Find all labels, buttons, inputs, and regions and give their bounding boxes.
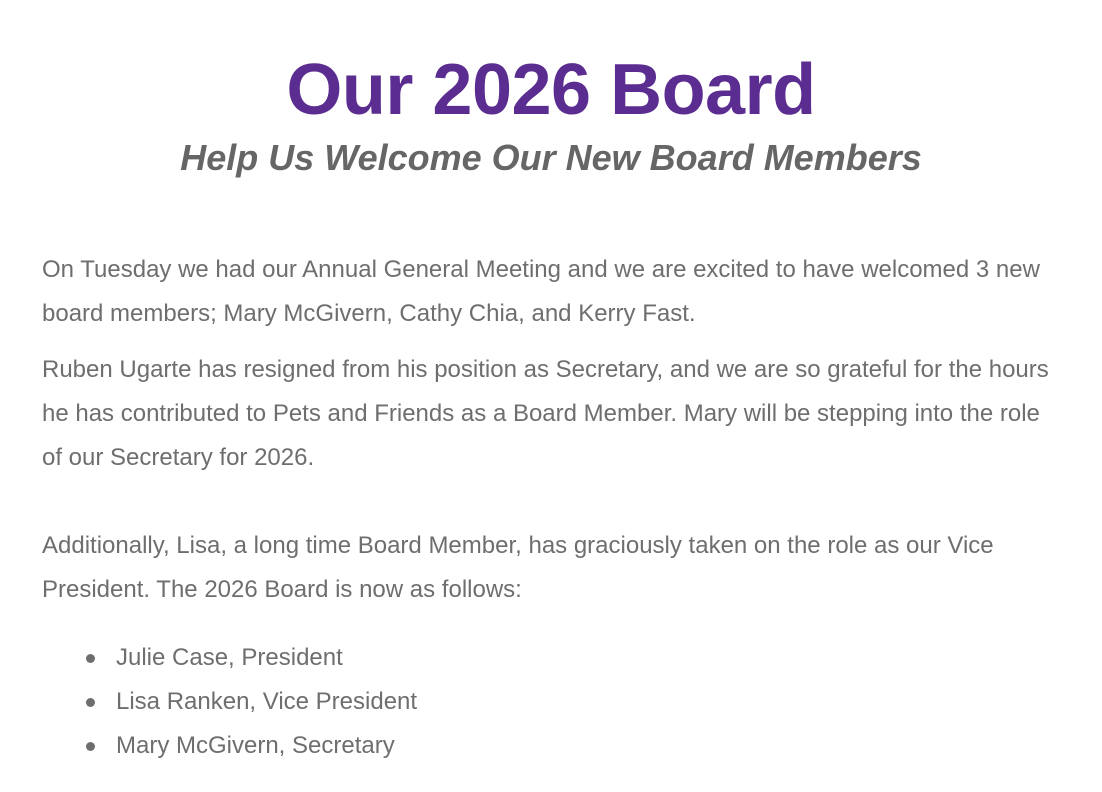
list-item	[86, 724, 1060, 768]
page-title: Our 2026 Board	[286, 50, 816, 130]
bullet-icon	[86, 654, 95, 663]
paragraph-agm: On Tuesday we had our Annual General Meeting and we are excited to have welcomed 3 new board members; Mary McGivern, Cathy Chia, and Kerry Fast.	[42, 256, 1040, 327]
paragraph-vice-president: Additionally, Lisa, a long time Board Member, has graciously taken on the role as our Vice President. The 2026 Board is now as follows:	[42, 532, 994, 603]
list-item	[86, 680, 1060, 724]
bullet-icon	[86, 698, 95, 707]
board-member-label: Julie Case, President	[116, 644, 343, 671]
board-member-label: Mary McGivern, Secretary	[116, 732, 395, 759]
board-member-list	[42, 636, 1060, 768]
board-member-label: Lisa Ranken, Vice President	[116, 688, 418, 715]
announcement-body	[42, 248, 1060, 768]
page-subtitle: Help Us Welcome Our New Board Members	[180, 137, 922, 178]
bullet-icon	[86, 742, 95, 751]
list-item	[86, 636, 1060, 680]
paragraph-secretary: Ruben Ugarte has resigned from his position as Secretary, and we are so grateful for the hours he has contributed to Pets and Friends as a Board Member. Mary will be stepping into the role of our Secretary for 2026.	[42, 356, 1049, 471]
